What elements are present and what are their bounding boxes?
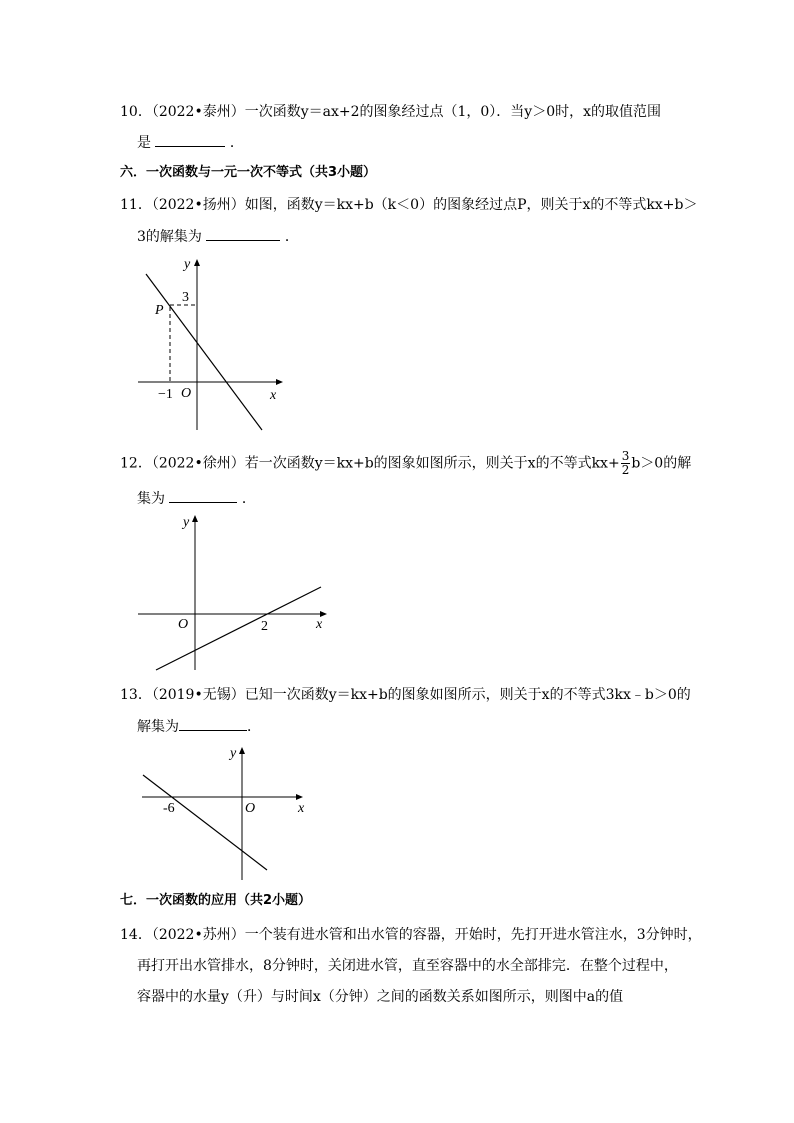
- q12-y-label: y: [183, 515, 190, 530]
- q12-fraction-denominator: 2: [621, 463, 630, 477]
- q14-line1: 14．（2022•苏州）一个装有进水管和出水管的容器，开始时，先打开进水管注水，3分钟时，: [120, 927, 702, 943]
- q13-line1: 13．（2019•无锡）已知一次函数y＝kx+b的图象如图所示，则关于x的不等式3kx﹣b＞0的: [120, 687, 691, 703]
- q11-line2-suffix: ．: [284, 229, 299, 245]
- q12-line1-a: 12．（2022•徐州）若一次函数y＝kx+b的图象如图所示，则关于x的不等式kx+: [120, 455, 620, 472]
- q12-line1-b: b＞0的解: [631, 455, 692, 472]
- q12-fraction-numerator: 3: [621, 449, 630, 463]
- q13-origin-label: O: [245, 801, 256, 816]
- q11-tick-minus1-label: −1: [158, 387, 173, 402]
- q12-line2-prefix: 集为: [137, 491, 165, 507]
- section7-title: 七．一次函数的应用（共2小题）: [120, 893, 312, 908]
- q10-line2-prefix: 是: [137, 135, 151, 151]
- q11-tick-3-label: 3: [182, 290, 189, 305]
- q14-line2: 再打开出水管排水，8分钟时，关闭进水管，直至容器中的水全部排完．在整个过程中，: [137, 958, 678, 974]
- q11-x-label: x: [270, 388, 277, 403]
- q13-y-label: y: [230, 746, 237, 761]
- q11-line1: 11．（2022•扬州）如图，函数y＝kx+b（k＜0）的图象经过点P，则关于x的不等式kx+b＞: [120, 197, 698, 213]
- q14-line3: 容器中的水量y（升）与时间x（分钟）之间的函数关系如图所示，则图中a的值: [137, 989, 624, 1005]
- q11-point-p-label: P: [155, 303, 164, 318]
- q11-line2-prefix: 3的解集为: [137, 229, 202, 245]
- q11-y-label: y: [184, 257, 191, 272]
- q13-line2-suffix: ．: [247, 719, 261, 735]
- q13-line2-prefix: 解集为: [137, 719, 179, 735]
- q11-origin-label: O: [181, 386, 192, 401]
- q13-tick-minus6-label: -6: [163, 801, 175, 816]
- q13-function-line: [143, 775, 267, 870]
- q12-origin-label: O: [178, 617, 189, 632]
- q12-tick-2-label: 2: [261, 619, 268, 634]
- q10-line1: 10．（2022•泰州）一次函数y＝ax+2的图象经过点（1，0）．当y＞0时，x的取值范围: [120, 104, 662, 120]
- q12-line2-suffix: ．: [241, 491, 256, 507]
- q13-x-label: x: [298, 801, 305, 816]
- q10-line2-suffix: ．: [229, 135, 244, 151]
- section6-title: 六．一次函数与一元一次不等式（共3小题）: [120, 165, 377, 180]
- q12-x-label: x: [316, 617, 323, 632]
